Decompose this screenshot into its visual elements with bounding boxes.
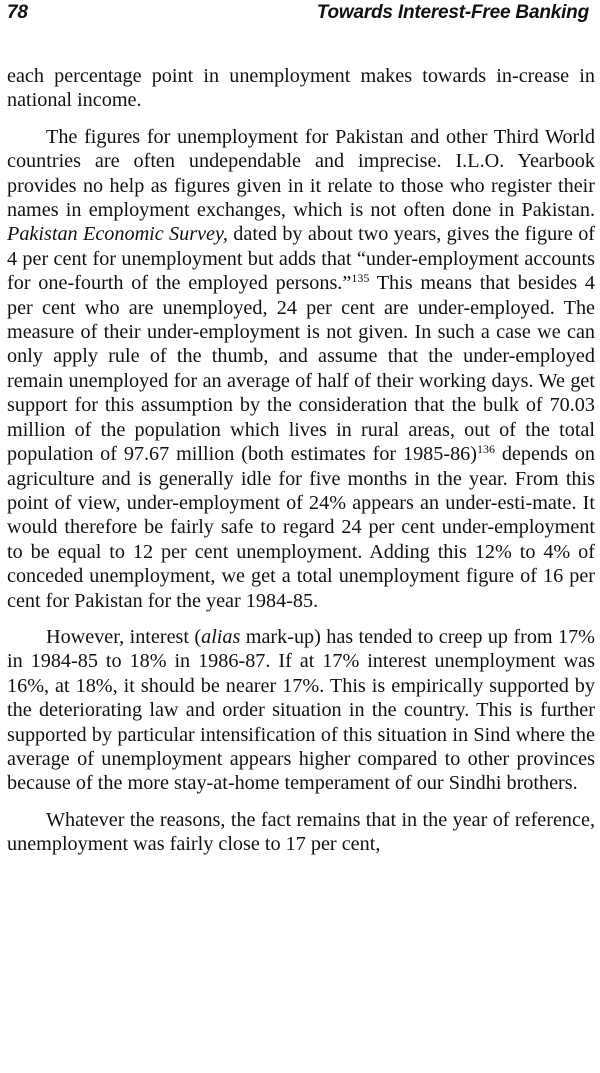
- paragraph-2-text-e: depends on agriculture and is generally idle for five months in the year. From this point of view, under-employment of 24% appears an under-esti-mate. It would therefore be fairly safe to regard 24 per cent under-employment to be equal to 12 per cent unemployment. Adding this 12% to 4% of conceded unemployment, we get a total unemployment figure of 16 per cent for Pakistan for the year 1984-85.: [7, 443, 595, 612]
- footnote-ref-135: 135: [351, 271, 370, 286]
- paragraph-2-text-a: The figures for unemployment for Pakistan and other Third World countries are often undependable and imprecise. I.L.O. Yearbook provides no help as figures given in it relate to those who register their names in employment exchanges, which is not often done in Pakistan.: [7, 125, 595, 222]
- page-number: 78: [7, 2, 28, 23]
- book-title: Towards Interest-Free Banking: [316, 2, 589, 23]
- paragraph-1: [7, 64, 595, 113]
- footnote-ref-136: 136: [477, 442, 495, 457]
- paragraph-3-text-a: However, interest (: [46, 625, 202, 648]
- paragraph-3: [7, 625, 595, 796]
- paragraph-4: [7, 808, 595, 857]
- survey-title: Pakistan Economic Survey,: [7, 223, 228, 246]
- body-text: [7, 64, 595, 857]
- paragraph-4-text: Whatever the reasons, the fact remains that in the year of reference, unemployment was fairly close to 17 per cent,: [7, 808, 595, 856]
- running-header: [7, 0, 595, 34]
- alias-word: alias: [201, 625, 241, 648]
- paragraph-2-text-c: dated by about two years, gives the figure of 4 per cent for unemployment but adds that “under-employment accounts for one-fourth of the employed persons.”: [7, 223, 596, 295]
- paragraph-1-text: each percentage point in unemployment makes towards in-crease in national income.: [7, 65, 595, 112]
- paragraph-2: [7, 125, 595, 613]
- paragraph-2-text-d: This means that besides 4 per cent who are unemployed, 24 per cent are under-employed. The measure of their under-employment is not given. In such a case we can only apply rule of the thumb, and assume that the under-employed remain unemployed for an average of half of their working days. We get support for this assumption by the consideration that the bulk of 70.03 million of the population which lives in rural areas, out of the total population of 97.67 million (both estimates for 1985-86): [7, 272, 596, 466]
- paragraph-3-text-c: mark-up) has tended to creep up from 17% in 1984-85 to 18% in 1986-87. If at 17% interest unemployment was 16%, at 18%, it should be nearer 17%. This is empirically supported by the deteriorating law and order situation in the country. This is further supported by particular intensification of this situation in Sind where the average of unemployment appears higher compared to other provinces because of the more stay-at-home temperament of our Sindhi brothers.: [7, 625, 595, 795]
